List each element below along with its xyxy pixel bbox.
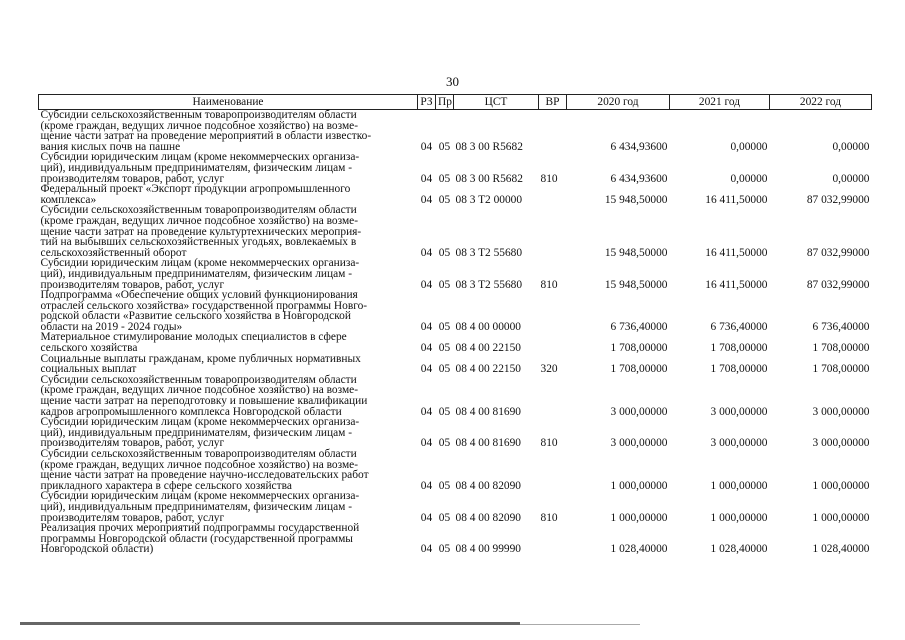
row-rz: 04 [420, 278, 433, 291]
row-name-line: производителям товаров, работ, услуг [40, 172, 225, 185]
row-name [39, 375, 418, 417]
col-header-2022: 2022 год [770, 95, 872, 110]
row-name-line: (кроме граждан, ведущих личное подсобное хозяйство) на возме- [40, 384, 358, 397]
row-2022: 0,00000 [832, 140, 870, 153]
row-rz: 04 [420, 479, 433, 492]
row-2020: 15 948,50000 [604, 246, 668, 259]
row-vr: 810 [540, 511, 558, 524]
row-name-line: Социальные выплаты гражданам, кроме публичных нормативных [40, 352, 361, 365]
col-header-cst: ЦСТ [454, 95, 539, 110]
row-2022: 3 000,00000 [812, 437, 870, 450]
col-header-pr: Пр [436, 95, 454, 110]
row-name-line: ций), индивидуальным предпринимателям, физическим лицам - [40, 426, 352, 439]
footer-divider-faint [520, 624, 640, 625]
row-cst: 08 4 00 82090 [455, 479, 521, 492]
row-2020: 3 000,00000 [610, 405, 668, 418]
table-row [39, 205, 872, 258]
row-2021: 1 000,00000 [710, 511, 768, 524]
row-pr: 05 [438, 140, 451, 153]
row-2021: 6 736,40000 [710, 320, 768, 333]
row-vr [539, 523, 567, 555]
col-header-vr: ВР [539, 95, 567, 110]
row-2022: 1 028,40000 [812, 543, 870, 556]
row-pr: 05 [438, 342, 451, 355]
row-name [39, 152, 418, 184]
row-2021: 1 708,00000 [710, 363, 768, 376]
row-2021: 0,00000 [730, 140, 768, 153]
row-name-line: Субсидии сельскохозяйственным товаропроизводителям области [40, 109, 357, 121]
row-name-line: комплекса» [40, 193, 97, 206]
row-vr [539, 205, 567, 258]
row-pr: 05 [438, 543, 451, 556]
row-cst: 08 3 T2 55680 [455, 278, 523, 291]
row-cst: 08 3 00 R5682 [455, 172, 523, 185]
row-name-line: Субсидии юридическим лицам (кроме некоммерческих организа- [40, 257, 360, 270]
row-name [39, 205, 418, 258]
row-name [39, 332, 418, 353]
row-name-line: производителям товаров, работ, услуг [40, 511, 225, 524]
row-2020: 1 000,00000 [610, 511, 668, 524]
footer-divider [20, 622, 520, 625]
col-header-rz: РЗ [418, 95, 436, 110]
row-2022: 0,00000 [832, 172, 870, 185]
row-cst: 08 4 00 22150 [455, 363, 521, 376]
row-2020: 15 948,50000 [604, 193, 668, 206]
row-2020: 1 028,40000 [610, 543, 668, 556]
table-row [39, 417, 872, 449]
col-header-name: Наименование [39, 95, 418, 110]
row-2022: 6 736,40000 [812, 320, 870, 333]
row-name-line: (кроме граждан, ведущих личное подсобное хозяйство) на возме- [40, 119, 358, 132]
row-rz: 04 [420, 511, 433, 524]
row-rz: 04 [420, 437, 433, 450]
row-name-line: сельского хозяйства [40, 342, 138, 355]
row-pr: 05 [438, 479, 451, 492]
row-cst: 08 4 00 99990 [455, 543, 521, 556]
row-rz: 04 [420, 246, 433, 259]
row-name-line: вания кислых почв на пашне [40, 140, 181, 153]
row-cst: 08 4 00 22150 [455, 342, 521, 355]
row-vr: 810 [540, 437, 558, 450]
row-cst: 08 4 00 00000 [455, 320, 521, 333]
row-2020: 6 434,93600 [610, 140, 668, 153]
row-rz: 04 [420, 140, 433, 153]
row-name-line: Реализация прочих мероприятий подпрограммы государственной [40, 522, 360, 535]
row-name [39, 290, 418, 332]
row-rz: 04 [420, 363, 433, 376]
row-2021: 16 411,50000 [705, 193, 768, 206]
table-row [39, 332, 872, 353]
table-row [39, 449, 872, 491]
row-2021: 1 000,00000 [710, 479, 768, 492]
row-name-line: Субсидии сельскохозяйственным товаропроизводителям области [40, 373, 357, 386]
row-name-line: Субсидии юридическим лицам (кроме некоммерческих организа- [40, 416, 360, 429]
row-vr [539, 184, 567, 205]
row-name-line: области на 2019 - 2024 годы» [40, 320, 183, 333]
row-name [39, 491, 418, 523]
row-cst: 08 4 00 81690 [455, 437, 521, 450]
row-name-line: Материальное стимулирование молодых специалистов в сфере [40, 331, 347, 344]
row-vr [539, 332, 567, 353]
row-cst: 08 4 00 82090 [455, 511, 521, 524]
row-2020: 1 000,00000 [610, 479, 668, 492]
row-2021: 16 411,50000 [705, 278, 768, 291]
row-name-line: Новгородской области) [40, 543, 154, 556]
row-vr: 810 [540, 172, 558, 185]
row-name [39, 417, 418, 449]
row-pr: 05 [438, 278, 451, 291]
row-name-line: (кроме граждан, ведущих личное подсобное хозяйство) на возме- [40, 458, 358, 471]
row-2021: 3 000,00000 [710, 437, 768, 450]
row-2022: 87 032,99000 [806, 193, 870, 206]
row-name [39, 110, 418, 153]
row-name-line: программы Новгородской области (государственной программы [40, 532, 353, 545]
row-name [39, 354, 418, 375]
row-name [39, 449, 418, 491]
row-pr: 05 [438, 193, 451, 206]
table-row [39, 184, 872, 205]
row-name-line: щение части затрат на проведение культуртехнических мероприя- [40, 225, 362, 238]
row-2022: 87 032,99000 [806, 246, 870, 259]
row-2022: 1 708,00000 [812, 363, 870, 376]
row-2020: 6 434,93600 [610, 172, 668, 185]
row-name-line: щение части затрат на проведение научно-исследовательских работ [40, 469, 369, 482]
table-row [39, 523, 872, 555]
row-2022: 3 000,00000 [812, 405, 870, 418]
row-rz: 04 [420, 342, 433, 355]
row-name-line: тий на выбывших сельскохозяйственных угодьях, вовлекаемых в [40, 236, 357, 249]
row-rz: 04 [420, 172, 433, 185]
table-row [39, 354, 872, 375]
row-name-line: ций), индивидуальным предпринимателям, физическим лицам - [40, 267, 352, 280]
row-name-line: кадров агропромышленного комплекса Новгородской области [40, 405, 342, 418]
row-rz: 04 [420, 320, 433, 333]
page-number: 30 [446, 74, 459, 89]
budget-table [38, 94, 872, 555]
row-name [39, 184, 418, 205]
row-name-line: щение части затрат на переподготовку и повышение квалификации [40, 395, 368, 408]
row-name-line: Субсидии юридическим лицам (кроме некоммерческих организа- [40, 151, 360, 164]
row-name-line: Подпрограмма «Обеспечение общих условий функционирования [40, 289, 358, 302]
row-2021: 0,00000 [730, 172, 768, 185]
row-pr: 05 [438, 320, 451, 333]
table-row [39, 110, 872, 153]
row-name-line: Субсидии сельскохозяйственным товаропроизводителям области [40, 204, 357, 217]
row-2020: 1 708,00000 [610, 363, 668, 376]
row-pr: 05 [438, 437, 451, 450]
row-2022: 1 708,00000 [812, 342, 870, 355]
row-cst: 08 4 00 81690 [455, 405, 521, 418]
row-pr: 05 [438, 363, 451, 376]
row-name-line: сельскохозяйственный оборот [40, 246, 187, 259]
row-cst: 08 3 T2 00000 [455, 193, 523, 206]
row-rz: 04 [420, 193, 433, 206]
row-name-line: прикладного характера в сфере сельского хозяйства [40, 479, 292, 492]
row-name-line: Субсидии юридическим лицам (кроме некоммерческих организа- [40, 490, 360, 503]
table-row [39, 258, 872, 290]
row-vr [539, 290, 567, 332]
row-pr: 05 [438, 511, 451, 524]
row-name-line: щение части затрат на проведение мероприятий в области известко- [40, 130, 372, 143]
table-body [39, 110, 872, 555]
table-row [39, 152, 872, 184]
row-name-line: производителям товаров, работ, услуг [40, 278, 225, 291]
row-2022: 1 000,00000 [812, 511, 870, 524]
row-2020: 1 708,00000 [610, 342, 668, 355]
row-name [39, 258, 418, 290]
row-pr: 05 [438, 246, 451, 259]
row-2022: 87 032,99000 [806, 278, 870, 291]
row-2020: 3 000,00000 [610, 437, 668, 450]
row-cst: 08 3 T2 55680 [455, 246, 523, 259]
table-header-row [39, 95, 872, 110]
table-row [39, 491, 872, 523]
row-name-line: ций), индивидуальным предпринимателям, физическим лицам - [40, 161, 352, 174]
row-vr: 320 [540, 363, 558, 376]
row-2021: 3 000,00000 [710, 405, 768, 418]
row-name-line: Федеральный проект «Экспорт продукции агропромышленного [40, 183, 351, 196]
row-vr: 810 [540, 278, 558, 291]
row-2021: 1 708,00000 [710, 342, 768, 355]
row-name-line: отраслей сельского хозяйства» государственной программы Новго- [40, 299, 368, 312]
row-2022: 1 000,00000 [812, 479, 870, 492]
row-name-line: социальных выплат [40, 363, 137, 376]
row-name-line: (кроме граждан, ведущих личное подсобное хозяйство) на возме- [40, 214, 358, 227]
row-2020: 15 948,50000 [604, 278, 668, 291]
row-pr: 05 [438, 172, 451, 185]
row-cst: 08 3 00 R5682 [455, 140, 523, 153]
row-vr [539, 449, 567, 491]
row-name-line: Субсидии сельскохозяйственным товаропроизводителям области [40, 448, 357, 460]
col-header-2020: 2020 год [567, 95, 670, 110]
row-name [39, 523, 418, 555]
row-vr [539, 375, 567, 417]
row-rz: 04 [420, 543, 433, 556]
row-name-line: родской области «Развитие сельского хозяйства в Новгородской [40, 310, 351, 323]
table-row [39, 375, 872, 417]
row-vr [539, 110, 567, 153]
table-row [39, 290, 872, 332]
row-name-line: ций), индивидуальным предпринимателям, физическим лицам - [40, 500, 352, 513]
row-name-line: производителям товаров, работ, услуг [40, 437, 225, 450]
row-rz: 04 [420, 405, 433, 418]
row-2020: 6 736,40000 [610, 320, 668, 333]
row-2021: 16 411,50000 [705, 246, 768, 259]
row-pr: 05 [438, 405, 451, 418]
col-header-2021: 2021 год [670, 95, 770, 110]
row-2021: 1 028,40000 [710, 543, 768, 556]
